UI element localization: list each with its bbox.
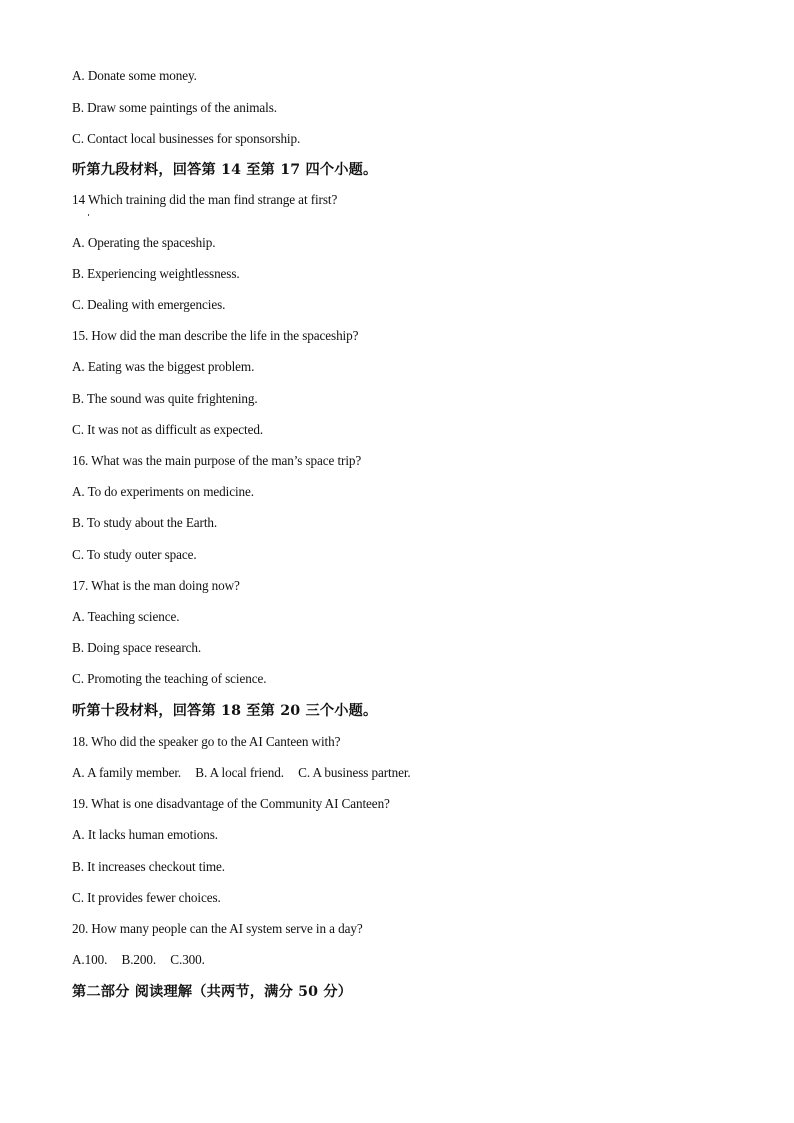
q14-option-c: C. Dealing with emergencies. xyxy=(72,297,226,312)
q19-option-c: C. It provides fewer choices. xyxy=(72,890,221,905)
q17-option-b: B. Doing space research. xyxy=(72,640,202,655)
q17-option-c: C. Promoting the teaching of science. xyxy=(72,671,267,686)
q16-option-b: B. To study about the Earth. xyxy=(72,515,218,530)
q18-option-a: A. A family member. xyxy=(72,765,182,780)
q18-option-b: B. A local friend. xyxy=(195,765,284,780)
q13-option-c: C. Contact local businesses for sponsorship. xyxy=(72,131,301,146)
exam-page xyxy=(72,0,752,1123)
q16-option-c: C. To study outer space. xyxy=(72,547,197,562)
q16-question: 16. What was the main purpose of the man’s space trip? xyxy=(72,453,362,468)
q20-question: 20. How many people can the AI system serve in a day? xyxy=(72,921,363,936)
q13-option-a: A. Donate some money. xyxy=(72,68,197,83)
q17-question: 17. What is the man doing now? xyxy=(72,578,240,593)
q20-options xyxy=(72,952,205,968)
q14-question: 14 Which training did the man find strange at first? xyxy=(72,192,338,207)
part-2-heading: 第二部分 阅读理解（共两节，满分 50 分） xyxy=(72,984,353,1000)
q15-option-a: A. Eating was the biggest problem. xyxy=(72,359,255,374)
q15-option-b: B. The sound was quite frightening. xyxy=(72,391,258,406)
q18-option-c: C. A business partner. xyxy=(298,765,411,780)
q17-option-a: A. Teaching science. xyxy=(72,609,180,624)
stray-mark xyxy=(88,214,89,216)
q19-option-b: B. It increases checkout time. xyxy=(72,859,225,874)
q20-option-b: B.200. xyxy=(121,952,157,967)
q15-question: 15. How did the man describe the life in the spaceship? xyxy=(72,328,359,343)
q19-question: 19. What is one disadvantage of the Community AI Canteen? xyxy=(72,796,390,811)
section-10-heading: 听第十段材料，回答第 18 至第 20 三个小题。 xyxy=(72,703,378,719)
q13-option-b: B. Draw some paintings of the animals. xyxy=(72,100,277,115)
q14-option-a: A. Operating the spaceship. xyxy=(72,235,216,250)
q20-option-a: A.100. xyxy=(72,952,108,967)
q18-question: 18. Who did the speaker go to the AI Canteen with? xyxy=(72,734,341,749)
q15-option-c: C. It was not as difficult as expected. xyxy=(72,422,264,437)
q16-option-a: A. To do experiments on medicine. xyxy=(72,484,254,499)
q18-options xyxy=(72,765,411,781)
q14-option-b: B. Experiencing weightlessness. xyxy=(72,266,240,281)
q20-option-c: C.300. xyxy=(170,952,205,967)
section-9-heading: 听第九段材料，回答第 14 至第 17 四个小题。 xyxy=(72,162,378,178)
q19-option-a: A. It lacks human emotions. xyxy=(72,827,219,842)
